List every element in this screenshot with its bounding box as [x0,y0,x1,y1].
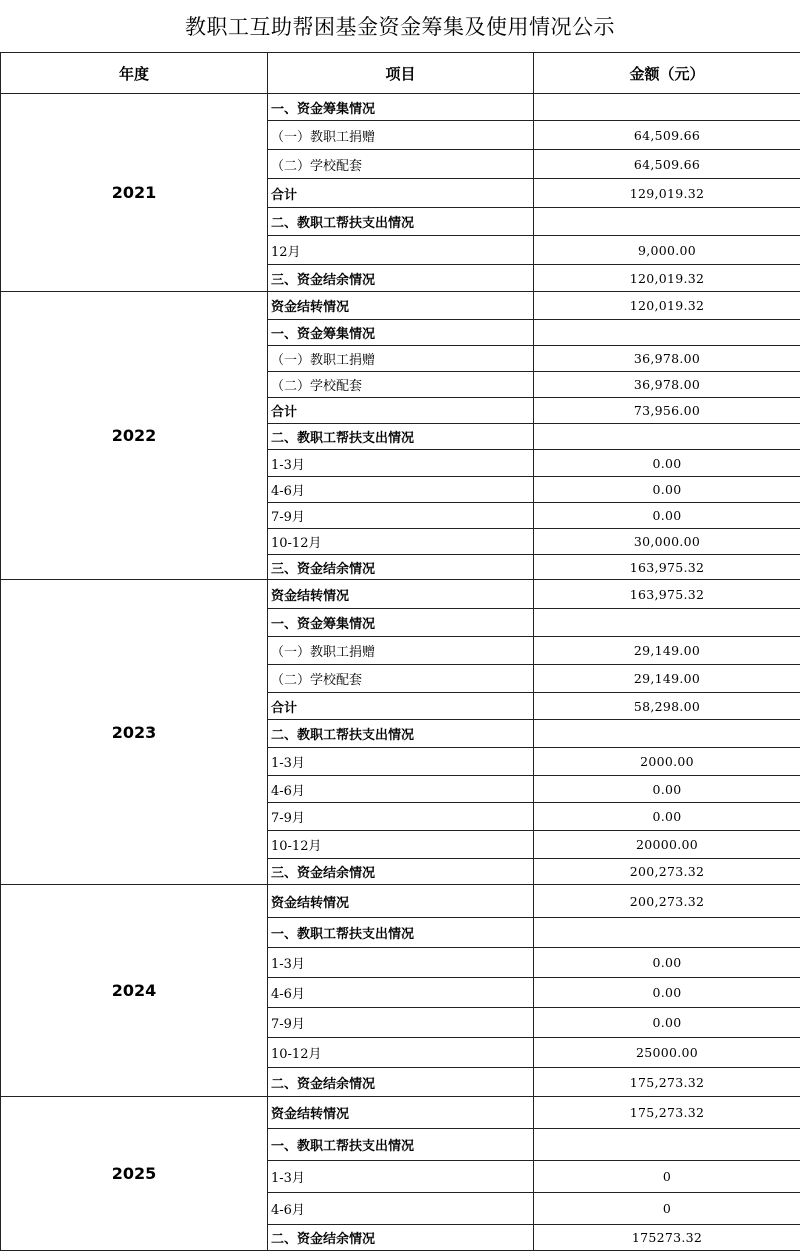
item-cell: 合计 [268,179,534,208]
item-cell: 7-9月 [268,503,534,529]
item-cell: 三、资金结余情况 [268,265,534,292]
amount-cell: 25000.00 [534,1038,800,1068]
amount-cell [534,320,800,346]
item-cell: 资金结转情况 [268,580,534,609]
table-row [1,885,800,918]
header-item: 项目 [268,53,534,94]
item-cell: 二、资金结余情况 [268,1225,534,1251]
amount-cell: 2000.00 [534,748,800,776]
amount-cell: 175273.32 [534,1225,800,1251]
amount-cell: 175,273.32 [534,1097,800,1129]
item-cell: 4-6月 [268,776,534,803]
amount-cell: 175,273.32 [534,1068,800,1097]
table-row [1,580,800,609]
item-cell: 一、资金筹集情况 [268,94,534,121]
table-row [1,292,800,320]
year-cell: 2024 [1,885,268,1097]
item-cell: 1-3月 [268,748,534,776]
amount-cell: 129,019.32 [534,179,800,208]
page-title: 教职工互助帮困基金资金筹集及使用情况公示 [185,15,615,39]
amount-cell [534,609,800,637]
item-cell: 4-6月 [268,477,534,503]
item-cell: 10-12月 [268,529,534,555]
fund-table [0,52,800,1251]
amount-cell: 9,000.00 [534,236,800,265]
amount-cell [534,94,800,121]
amount-cell: 120,019.32 [534,265,800,292]
table-row [1,1097,800,1129]
amount-cell [534,1129,800,1161]
table-row [1,94,800,121]
amount-cell: 0.00 [534,1008,800,1038]
amount-cell: 163,975.32 [534,555,800,580]
amount-cell: 0.00 [534,776,800,803]
item-cell: 资金结转情况 [268,1097,534,1129]
item-cell: 1-3月 [268,450,534,477]
item-cell: 合计 [268,693,534,720]
table-header-row [1,53,800,94]
amount-cell: 0.00 [534,803,800,831]
item-cell: 三、资金结余情况 [268,555,534,580]
amount-cell [534,720,800,748]
year-cell: 2021 [1,94,268,292]
amount-cell: 29,149.00 [534,637,800,665]
item-cell: 二、教职工帮扶支出情况 [268,720,534,748]
table-body [1,94,800,1251]
item-cell: （二）学校配套 [268,665,534,693]
item-cell: 二、资金结余情况 [268,1068,534,1097]
item-cell: 7-9月 [268,1008,534,1038]
amount-cell: 120,019.32 [534,292,800,320]
amount-cell: 36,978.00 [534,372,800,398]
year-cell: 2023 [1,580,268,885]
amount-cell: 29,149.00 [534,665,800,693]
amount-cell [534,208,800,236]
amount-cell: 58,298.00 [534,693,800,720]
amount-cell: 73,956.00 [534,398,800,424]
amount-cell: 163,975.32 [534,580,800,609]
amount-cell: 20000.00 [534,831,800,859]
year-cell: 2022 [1,292,268,580]
item-cell: 资金结转情况 [268,885,534,918]
item-cell: 10-12月 [268,831,534,859]
item-cell: （一）教职工捐赠 [268,637,534,665]
item-cell: （一）教职工捐赠 [268,121,534,150]
amount-cell [534,918,800,948]
item-cell: （二）学校配套 [268,150,534,179]
item-cell: 资金结转情况 [268,292,534,320]
amount-cell: 200,273.32 [534,859,800,885]
amount-cell: 64,509.66 [534,121,800,150]
item-cell: 7-9月 [268,803,534,831]
amount-cell: 200,273.32 [534,885,800,918]
amount-cell: 36,978.00 [534,346,800,372]
amount-cell: 30,000.00 [534,529,800,555]
item-cell: （二）学校配套 [268,372,534,398]
item-cell: 1-3月 [268,1161,534,1193]
item-cell: 一、教职工帮扶支出情况 [268,1129,534,1161]
item-cell: 合计 [268,398,534,424]
amount-cell [534,424,800,450]
item-cell: 一、教职工帮扶支出情况 [268,918,534,948]
item-cell: 一、资金筹集情况 [268,320,534,346]
amount-cell: 0.00 [534,948,800,978]
item-cell: 二、教职工帮扶支出情况 [268,208,534,236]
year-cell: 2025 [1,1097,268,1251]
item-cell: 1-3月 [268,948,534,978]
amount-cell: 0.00 [534,978,800,1008]
amount-cell: 0 [534,1161,800,1193]
amount-cell: 64,509.66 [534,150,800,179]
amount-cell: 0.00 [534,477,800,503]
item-cell: 4-6月 [268,1193,534,1225]
header-year: 年度 [1,53,268,94]
amount-cell: 0.00 [534,503,800,529]
item-cell: 三、资金结余情况 [268,859,534,885]
header-amount: 金额（元） [534,53,800,94]
amount-cell: 0 [534,1193,800,1225]
item-cell: 一、资金筹集情况 [268,609,534,637]
item-cell: 10-12月 [268,1038,534,1068]
item-cell: （一）教职工捐赠 [268,346,534,372]
amount-cell: 0.00 [534,450,800,477]
item-cell: 4-6月 [268,978,534,1008]
item-cell: 12月 [268,236,534,265]
item-cell: 二、教职工帮扶支出情况 [268,424,534,450]
